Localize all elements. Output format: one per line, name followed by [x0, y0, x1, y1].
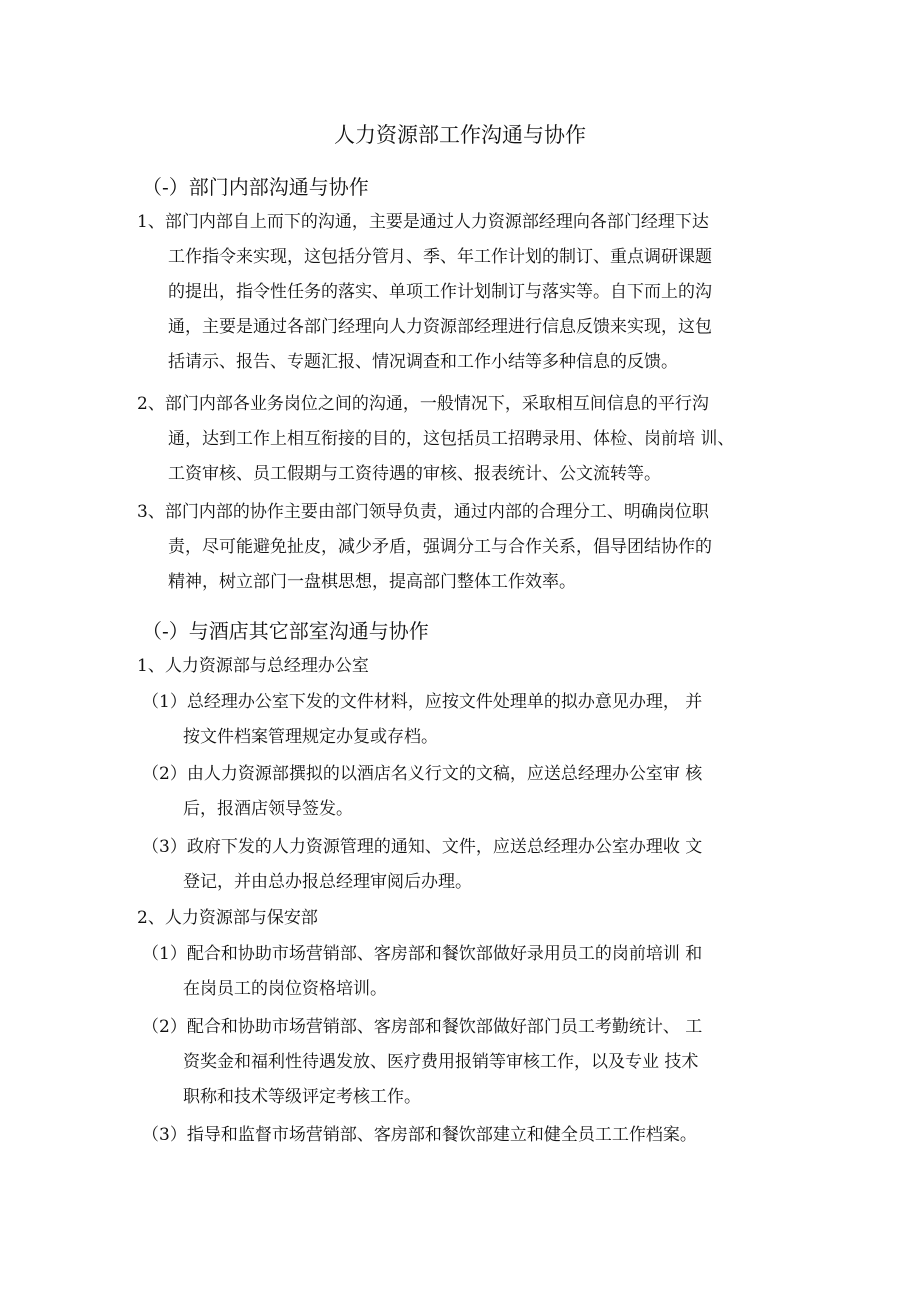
text-line: 工作指令来实现，这包括分管月、季、年工作计划的制订、重点调研课题 — [168, 247, 712, 267]
text-line: （1）配合和协助市场营销部、客房部和餐饮部做好录用员工的岗前培训 和 — [142, 944, 703, 964]
text-line: 职称和技术等级评定考核工作。 — [183, 1087, 421, 1107]
text-line: 责，尽可能避免扯皮，减少矛盾，强调分工与合作关系，倡导团结协作的 — [168, 537, 712, 557]
group-title-security: 2、人力资源部与保安部 — [137, 908, 318, 928]
text-line: 通，主要是通过各部门经理向人力资源部经理进行信息反馈来实现，这包 — [168, 317, 712, 337]
text-line: 工资审核、员工假期与工资待遇的审核、报表统计、公文流转等。 — [168, 464, 661, 484]
group-title-gm-office: 1、人力资源部与总经理办公室 — [137, 656, 369, 676]
text-line: 登记，并由总办报总经理审阅后办理。 — [183, 872, 472, 892]
text-line: （3）政府下发的人力资源管理的通知、文件，应送总经理办公室办理收 文 — [142, 837, 703, 857]
text-line: 1、部门内部自上而下的沟通，主要是通过人力资源部经理向各部门经理下达 — [137, 212, 709, 232]
document-title: 人力资源部工作沟通与协作 — [334, 123, 586, 147]
text-line: 的提出，指令性任务的落实、单项工作计划制订与落实等。自下而上的沟 — [168, 282, 712, 302]
text-line: （1）总经理办公室下发的文件材料，应按文件处理单的拟办意见办理， 并 — [142, 692, 703, 712]
text-line: 资奖金和福利性待遇发放、医疗费用报销等审核工作，以及专业 技术 — [183, 1052, 699, 1072]
text-line: 精神，树立部门一盘棋思想，提高部门整体工作效率。 — [168, 572, 576, 592]
text-line: 通，达到工作上相互衔接的目的，这包括员工招聘录用、体检、岗前培 训、 — [168, 429, 735, 449]
text-line: 2、部门内部各业务岗位之间的沟通，一般情况下，采取相互间信息的平行沟 — [137, 394, 709, 414]
text-line: 后，报酒店领导签发。 — [183, 799, 353, 819]
section-heading-internal: （-）部门内部沟通与协作 — [142, 175, 369, 199]
text-line: （3）指导和监督市场营销部、客房部和餐饮部建立和健全员工工作档案。 — [142, 1125, 697, 1145]
text-line: 3、部门内部的协作主要由部门领导负责，通过内部的合理分工、明确岗位职 — [137, 502, 709, 522]
text-line: （2）由人力资源部撰拟的以酒店名义行文的文稿，应送总经理办公室审 核 — [142, 764, 703, 784]
text-line: 按文件档案管理规定办复或存档。 — [183, 727, 438, 747]
section-heading-cross-department: （-）与酒店其它部室沟通与协作 — [142, 619, 429, 643]
text-line: （2）配合和协助市场营销部、客房部和餐饮部做好部门员工考勤统计、 工 — [142, 1017, 703, 1037]
text-line: 在岗员工的岗位资格培训。 — [183, 979, 387, 999]
text-line: 括请示、报告、专题汇报、情况调查和工作小结等多种信息的反馈。 — [168, 352, 678, 372]
